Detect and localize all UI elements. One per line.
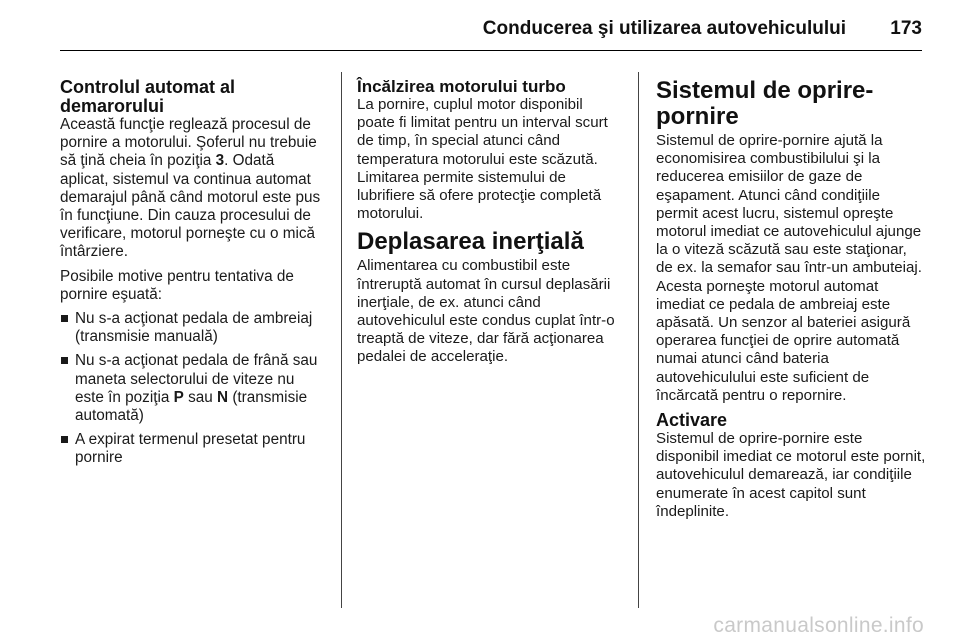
- starter-control-text-b: . Odată aplicat, sistemul va continua automat demarajul până când motorul este pus în funcţiune. Din cauza procesului de verificare, motorul porneşte cu o mică întârziere.: [60, 152, 321, 261]
- starter-control-text-a: Această funcţie reglează procesul de pornire a motorului. Şoferul nu trebuie să ţină cheia în poziţia: [60, 116, 317, 170]
- turbo-warmup-paragraph: La pornire, cuplul motor disponibil poate fi limitat pentru un interval scurt de timp, în special atunci când temperatura motorului este scăzută. Limitarea permite sistemului de lubrifiere să ofere protecţie completă motorului.: [357, 96, 608, 223]
- watermark: carmanualsonline.info: [713, 614, 924, 637]
- bullet-icon: [61, 357, 68, 364]
- section-heading-activation: Activare: [656, 410, 728, 431]
- section-heading-coasting: Deplasarea inerţială: [357, 228, 584, 256]
- bullet-text-sau: sau: [183, 388, 218, 406]
- failed-start-intro: Posibile motive pentru tentativa de pornire eşuată:: [60, 267, 294, 303]
- gear-position-p: P: [173, 388, 184, 406]
- list-item: [60, 310, 326, 346]
- bullet-text-b: (transmisie automată): [75, 388, 308, 425]
- bullet-text: Nu s-a acţionat pedala de ambreiaj (transmisie manuală): [75, 310, 313, 346]
- bullet-icon: [61, 436, 68, 443]
- activation-paragraph: Sistemul de oprire-pornire este disponibil imediat ce motorul este pornit, autovehiculul demarează, iar condiţiile enumerate în acest capitol sunt îndeplinite.: [656, 430, 926, 520]
- column-divider-right: [638, 72, 639, 608]
- column-left: [60, 78, 326, 474]
- page-number: 173: [890, 18, 922, 39]
- stop-start-paragraph: Sistemul de oprire-pornire ajută la economisirea combustibilului şi la reducerea emisiilor de gaze de eşapament. Atunci când condiţiile permit acest lucru, sistemul opreşte motorul imediat ce autovehiculul ajunge la o viteză scăzută sau este staţionar, de ex. la semafor sau într-un ambuteiaj. Acesta porneşte motorul automat imediat ce pedala de ambreiaj este apăsată. Un senzor al bateriei asigură operarea funcţiei de oprire automată numai atunci când bateria autovehiculului este suficient de încărcată pentru o repornire.: [656, 132, 922, 404]
- chapter-title: Conducerea şi utilizarea autovehiculului: [482, 18, 846, 39]
- column-middle: [357, 78, 623, 373]
- bullet-text-a: Nu s-a acţionat pedala de frână sau maneta selectorului de viteze nu este în poziţia: [75, 352, 318, 406]
- section-heading-starter-control: Controlul automat al demarorului: [60, 77, 235, 116]
- gear-position-n: N: [217, 388, 229, 406]
- section-heading-turbo-warmup: Încălzirea motorului turbo: [357, 77, 566, 96]
- bullet-text: A expirat termenul presetat pentru pornire: [75, 431, 306, 467]
- key-position-number: 3: [215, 152, 225, 170]
- failed-start-reasons-list: [60, 310, 326, 468]
- column-divider-left: [341, 72, 342, 608]
- bullet-icon: [61, 315, 68, 322]
- list-item: [60, 352, 326, 425]
- column-right: [656, 78, 926, 527]
- list-item: [60, 431, 326, 467]
- coasting-paragraph: Alimentarea cu combustibil este întreruptă automat în cursul deplasării inerţiale, de ex. atunci când autovehiculul este condus cuplat într-o treaptă de viteze, dar fără acţionarea pedalei de acceleraţie.: [357, 257, 615, 366]
- section-heading-stop-start: Sistemul de oprire-pornire: [656, 77, 874, 130]
- page-header: [60, 14, 922, 51]
- starter-control-paragraph: [60, 116, 326, 262]
